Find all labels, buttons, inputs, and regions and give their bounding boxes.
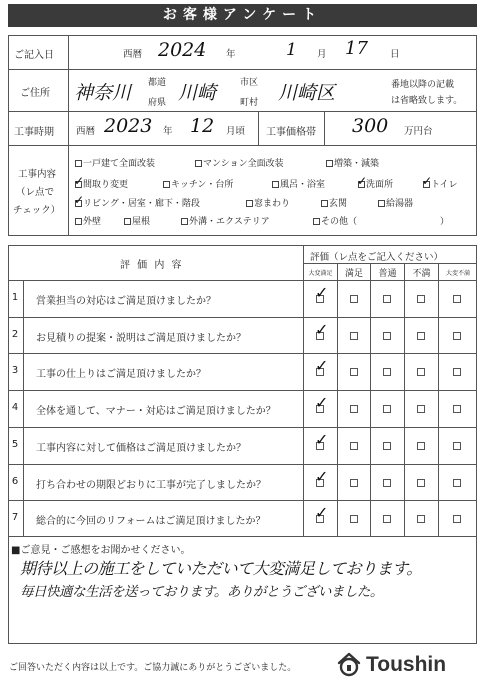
period-year: 2023 (104, 115, 153, 137)
option-kitchen[interactable] (163, 177, 233, 190)
year-unit: 年 (226, 49, 236, 60)
month-unit: 月 (317, 49, 327, 60)
option-label: マンション全面改装 (203, 159, 284, 169)
option-label: 窓まわり (254, 199, 291, 209)
option-label: 屋根 (132, 217, 151, 227)
option-toilet[interactable] (423, 177, 458, 190)
content-label-1: 工事内容 (18, 169, 57, 180)
survey-title: お客様アンケート (8, 4, 477, 27)
city-suffix-bottom: 町村 (240, 98, 259, 108)
option-mansion-renovation[interactable] (195, 156, 284, 169)
rating-checkbox[interactable] (453, 405, 461, 413)
rating-checkbox[interactable] (350, 405, 358, 413)
option-label: トイレ (431, 180, 458, 190)
day-unit: 日 (390, 49, 400, 60)
question-text: お見積りの提案・説明はご満足頂けましたか？ (36, 332, 246, 344)
address-note-1: 番地以降の記載 (391, 80, 455, 90)
option-living[interactable] (75, 196, 200, 209)
pref-suffix-bottom: 府県 (148, 98, 167, 108)
option-extension[interactable] (326, 156, 379, 169)
comments-line-2: 毎日快適な生活を送っております。ありがとうございました。 (20, 584, 383, 600)
rating-neutral: 普通 (378, 269, 397, 279)
brand-name: Toushin (366, 653, 447, 676)
option-exterior[interactable] (181, 214, 270, 227)
question-text: 工事の仕上りはご満足頂けましたか？ (36, 369, 206, 381)
rating-checkbox[interactable] (453, 442, 461, 450)
question-number: 6 (11, 475, 19, 487)
checkbox[interactable] (181, 218, 188, 225)
rating-checkbox[interactable] (383, 405, 391, 413)
rating-checkbox[interactable] (417, 442, 425, 450)
rating-checkbox[interactable] (417, 479, 425, 487)
rating-checkbox[interactable] (453, 295, 461, 303)
option-label: 間取り変更 (83, 180, 129, 190)
checkbox[interactable] (163, 181, 170, 188)
checkbox[interactable] (321, 200, 328, 207)
rating-very-dissatisfied: 大変不満 (445, 270, 470, 277)
rating-checkbox[interactable] (350, 479, 358, 487)
checkbox[interactable] (313, 218, 320, 225)
pref-suffix-top: 都道 (148, 78, 167, 88)
footer-note: ご回答いただく内容は以上です。ご協力誠にありがとうございました。 (9, 663, 297, 673)
checkbox[interactable] (75, 200, 82, 207)
option-label: その他（ (321, 217, 358, 227)
question-number: 5 (11, 438, 19, 450)
rating-checkbox[interactable] (383, 295, 391, 303)
check-mark: ✓ (315, 319, 329, 339)
option-roof[interactable] (124, 214, 150, 227)
evaluation-header-rating: 評価（レ点をご記入ください） (310, 252, 444, 263)
rating-very-satisfied: 大変満足 (308, 270, 333, 277)
rating-checkbox[interactable] (350, 295, 358, 303)
content-label-3: チェック） (13, 205, 61, 216)
question-text: 全体を通して、マナー・対応はご満足頂けましたか？ (36, 406, 276, 418)
checkbox[interactable] (272, 181, 279, 188)
option-other[interactable] (313, 214, 357, 227)
rating-satisfied: 満足 (344, 269, 363, 279)
entry-date-label: ご記入日 (14, 50, 54, 61)
rating-checkbox[interactable] (417, 405, 425, 413)
option-washroom[interactable] (358, 177, 393, 190)
checkbox[interactable] (124, 218, 131, 225)
rating-checkbox[interactable] (453, 515, 461, 523)
option-other-close: ） (440, 217, 450, 227)
question-number: 7 (11, 512, 19, 524)
checkbox[interactable] (75, 160, 82, 167)
option-label: キッチン・台所 (171, 180, 234, 190)
price-label: 工事価格帯 (266, 127, 316, 138)
rating-checkbox[interactable] (417, 295, 425, 303)
checkbox[interactable] (358, 181, 365, 188)
question-number: 3 (11, 365, 19, 377)
content-label-2: （レ点で (16, 187, 55, 198)
rating-checkbox[interactable] (350, 515, 358, 523)
question-text: 営業担当の対応はご満足頂けましたか？ (36, 296, 216, 307)
question-number: 2 (11, 328, 19, 340)
check-mark: ✓ (315, 503, 329, 523)
option-label: 一戸建て全面改装 (83, 159, 156, 169)
check-mark: ✓ (315, 393, 329, 413)
rating-checkbox[interactable] (453, 368, 461, 376)
option-exterior-wall[interactable] (75, 214, 101, 227)
option-windows[interactable] (246, 196, 290, 209)
checkbox[interactable] (75, 218, 82, 225)
question-text: 工事内容に対して価格はご満足頂けましたか？ (36, 442, 246, 454)
rating-checkbox[interactable] (350, 332, 358, 340)
entry-date-year: 2024 (158, 39, 207, 61)
brand-logo (336, 650, 477, 680)
entry-date-day: 17 (345, 38, 368, 59)
option-label: 洗面所 (366, 180, 394, 190)
question-number: 4 (11, 402, 19, 414)
rating-checkbox[interactable] (383, 332, 391, 340)
check-mark: ✓ (315, 356, 329, 376)
rating-checkbox[interactable] (453, 479, 461, 487)
rating-dissatisfied: 不満 (412, 269, 431, 279)
checkbox[interactable] (423, 181, 430, 188)
checkbox[interactable] (75, 181, 82, 188)
option-label: 外溝・エクステリア (189, 217, 270, 227)
rating-checkbox[interactable] (417, 368, 425, 376)
rating-checkbox[interactable] (453, 332, 461, 340)
question-text: 総合的に今回のリフォームはご満足頂けましたか？ (36, 516, 266, 528)
option-label: 外壁 (83, 217, 102, 227)
address-prefecture: 神奈川 (74, 82, 132, 104)
price-value: 300 (352, 115, 389, 137)
question-number: 1 (11, 292, 19, 303)
address-note-2: は省略致します。 (391, 96, 463, 106)
option-entrance[interactable] (321, 196, 347, 209)
option-label: 風呂・浴室 (280, 180, 326, 190)
option-label: 玄関 (329, 199, 348, 209)
rating-checkbox[interactable] (383, 368, 391, 376)
period-month-unit: 月頃 (226, 126, 246, 137)
rating-checkbox[interactable] (350, 442, 358, 450)
checkbox[interactable] (326, 160, 333, 167)
rating-checkbox[interactable] (417, 332, 425, 340)
address-ward: 川崎区 (278, 82, 336, 104)
rating-checkbox[interactable] (417, 515, 425, 523)
price-unit: 万円台 (404, 126, 433, 137)
check-mark: ✓ (315, 429, 329, 449)
option-label: 増築・減築 (334, 159, 380, 169)
option-detached-renovation[interactable] (75, 156, 155, 169)
option-label: 給湯器 (386, 199, 414, 209)
period-era: 西暦 (76, 126, 96, 137)
rating-checkbox[interactable] (383, 442, 391, 450)
option-layout-change[interactable] (75, 177, 128, 190)
check-mark: ✓ (315, 466, 329, 486)
checkbox[interactable] (246, 200, 253, 207)
rating-checkbox[interactable] (350, 368, 358, 376)
address-city: 川崎 (178, 82, 217, 104)
option-bath[interactable] (272, 177, 325, 190)
period-year-unit: 年 (163, 126, 173, 137)
check-mark: ✓ (315, 283, 329, 302)
house-icon (336, 650, 362, 678)
comments-line-1: 期待以上の施工をしていただいて大変満足しております。 (20, 559, 422, 578)
period-month: 12 (190, 115, 215, 137)
city-suffix-top: 市区 (240, 78, 259, 88)
checkbox[interactable] (195, 160, 202, 167)
rating-checkbox[interactable] (383, 515, 391, 523)
period-label: 工事時期 (14, 127, 54, 138)
address-label: ご住所 (20, 88, 50, 99)
entry-date-era: 西暦 (123, 49, 143, 60)
option-water-heater[interactable] (378, 196, 413, 209)
evaluation-header-content: 評 価 内 容 (120, 260, 184, 271)
rating-checkbox[interactable] (383, 479, 391, 487)
checkbox[interactable] (378, 200, 385, 207)
question-text: 打ち合わせの期限どおりに工事が完了しましたか？ (36, 479, 266, 491)
comments-label: ■ご意見・ご感想をお聞かせください。 (11, 545, 191, 556)
entry-date-month: 1 (286, 40, 297, 60)
option-label: リビング・居室・廊下・階段 (83, 199, 200, 209)
